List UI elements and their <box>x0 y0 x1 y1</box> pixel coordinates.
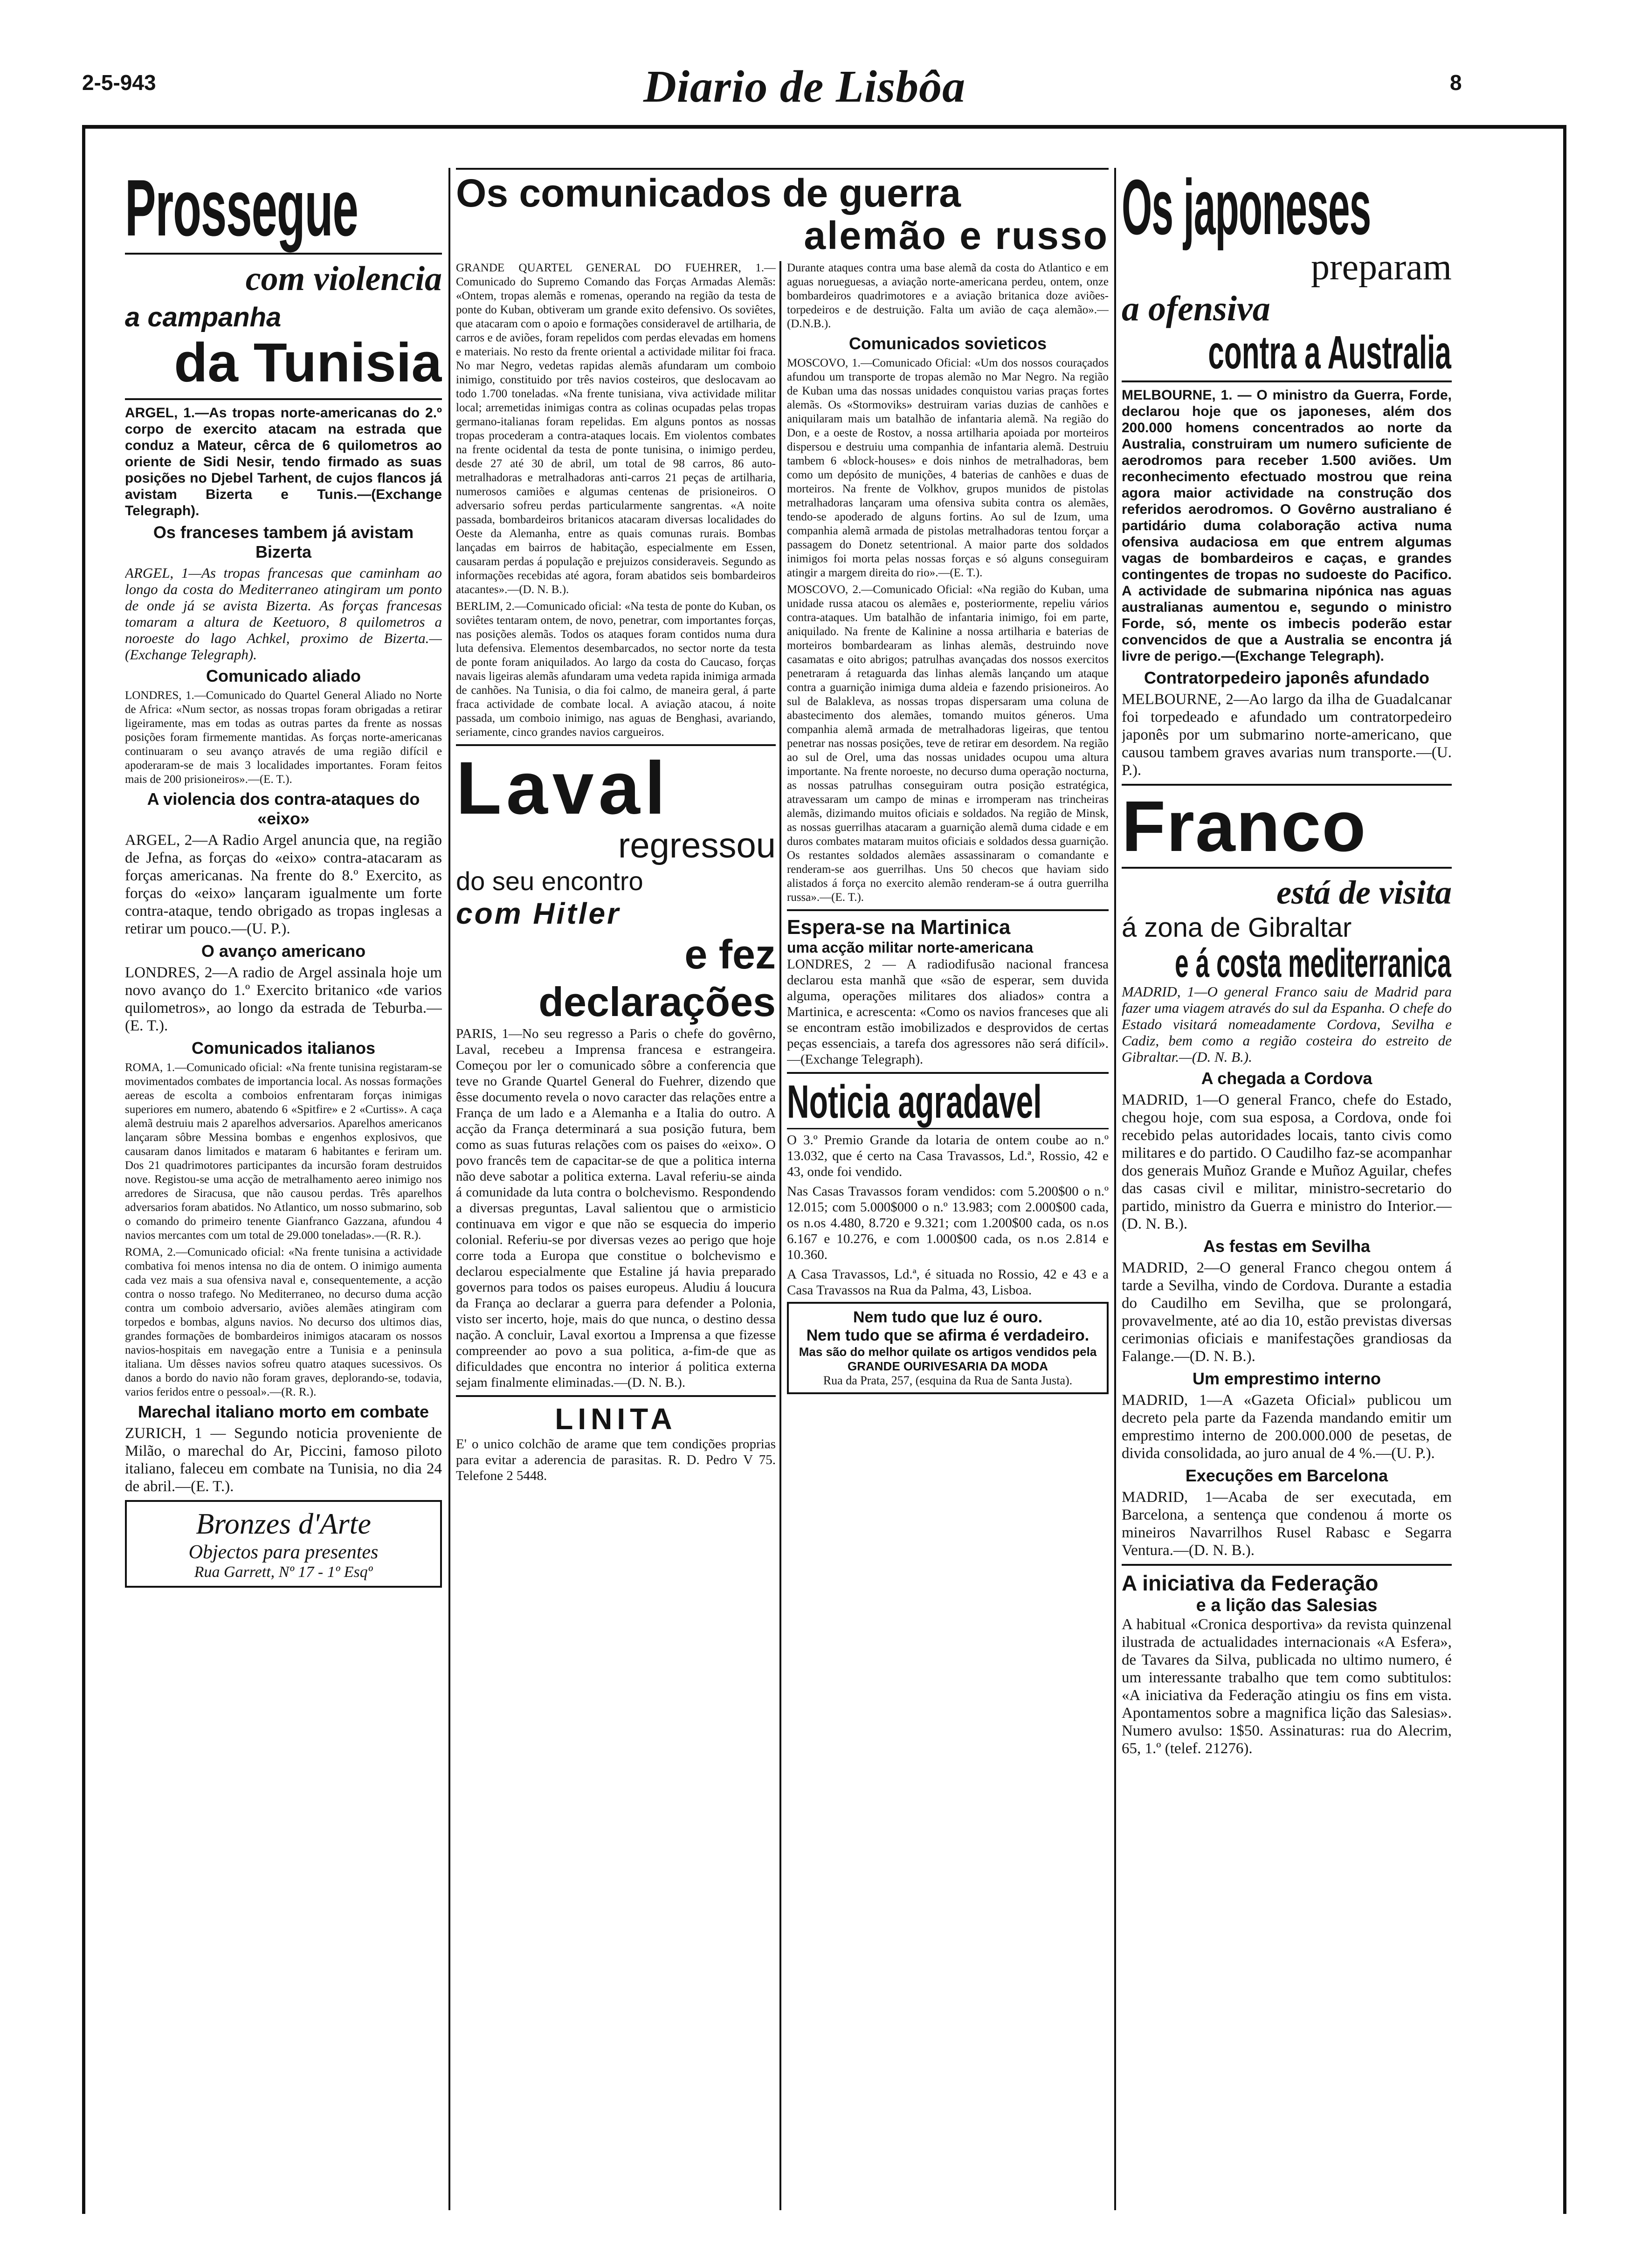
ad-bronzes-address: Rua Garrett, Nº 17 - 1º Esqº <box>194 1563 373 1581</box>
subhead-franceses: Os franceses tambem já avistam Bizerta <box>153 522 414 561</box>
ad-bronzes-title: Bronzes d'Arte <box>196 1507 371 1540</box>
subhead-comunicado-aliado: Comunicado aliado <box>206 666 361 685</box>
paragraph-sevilha: MADRID, 2—O general Franco chegou ontem á tarde a Sevilha, vindo de Cordova. Durante a estadia do Caudilho em Sevilha, que se prolongará, provavelmente, até ao dia 10, estão previstas diversas cerimonias oficiais e manifestações grandiosas da Falange.—(D. N. B.). <box>1122 1259 1452 1365</box>
paragraph-laval: PARIS, 1—No seu regresso a Paris o chefe do govêrno, Laval, recebeu a Imprensa francesa e estrangeira. Começou por ler o comunicado sôbre a conferencia que teve no Grande Quartel General do Fuehrer, dizendo que êsse documento revela o novo caracter das relações entre a França de um lado e a Alemanha e a Italia do outro. A acção da França determinará a sua posição futura, bem como as suas futuras relações com os paises do «eixo». O povo francês tem de capacitar-se de que a politica interna não deve sabotar a politica externa. Laval referiu-se ainda á comunidade da luta contra o bolchevismo. Respondendo a diversas preguntas, Laval salientou que o armisticio continuava em vigor e que não se esquecia do imperio colonial. Referiu-se por diversas vezes ao perigo que hoje corre toda a Europa que constitue o bolchevismo e declarou especialmente que Estaline já havia preparado governos para todos os paises europeus. Aludiu á loucura da França ao declarar a guerra para defender a Polonia, visto ser incerto, hoje, mais do que nunca, o destino dessa nação. A concluir, Laval exortou a Imprensa a que fizesse compreender ao povo a sua politica, a-fim-de que as dificuldades que encontra no interior á politica externa sejam finalmente eliminadas.—(D. N. B.). <box>456 1026 776 1390</box>
paragraph-soviet-2: MOSCOVO, 2.—Comunicado Oficial: «Na região do Kuban, uma unidade russa atacou os alemães e, posteriormente, repeliu vários contra-ataques. Um batalhão de infantaria inimigo, foi em parte, aniquilado. Na frente de Kalinine a nossa artilharia e baterias de morteiros bombardearam as linhas alemãs, destruindo nove casamatas e oito abrigos; patrulhas avançadas dos nossos exercitos penetraram á retaguarda das linhas alemãs lançando um ataque contra a guarnição inimiga duma aldeia e fazendo prisioneiros. Ao sul de Balakleva, as nossas tropas dispersaram uma coluna de abastecimento dos alemães, tomando muitos géneros. Uma companhia alemã armada de metralhadoras ligeiras, que tentou penetrar nas nossas posições, teve de retirar em desordem. Na região ao sul de Orel, uma das nossas unidades ocupou uma altura importante. Na frente noroeste, no decurso duma operação nocturna, as nossas patrulhas conseguiram outra posição estratégica, atravessaram um campo de minas e irromperam nas trincheiras alemãs, dizimando muitos oficiais e soldados. Na região de Minsk, as nossas guerrilhas atacaram a guarnição alemã duma cidade e em duros combates mataram muitos oficiais e soldados dessa guarnição. Os restantes soldados alemães assassinaram o comandante e renderam-se aos guerrilhas. Uns 50 checos que haviam sido alistados á força no exercito alemão renderam-se á outra guerrilha russa».—(E. T.). <box>787 583 1109 904</box>
rule <box>1122 380 1452 382</box>
paragraph-barcelona: MADRID, 1—Acaba de ser executada, em Barcelona, a sentença que condenou á morte os mineiros Navarrilhos Rusel Rabasc e Segarra Ventura.—(D. N. B.). <box>1122 1489 1452 1559</box>
subhead-comunicados-italianos: Comunicados italianos <box>191 1038 376 1058</box>
paragraph-salesias: A habitual «Cronica desportiva» da revista quinzenal ilustrada de actualidades internacionais «A Esfera», de Tavares da Silva, publicada no ultimo numero, é um interessante trabalho que tem como subtitulos: «A iniciativa da Federação atingiu os fins em vista. Apontamentos sobre a magnifica lição das Salesias». Numero avulso: 1$50. Assinaturas: rua do Alecrim, 65, 1.º (telef. 21276). <box>1122 1616 1452 1757</box>
rule <box>787 909 1109 911</box>
lead-paragraph-japan: MELBOURNE, 1. — O ministro da Guerra, Forde, declarou hoje que os japoneses, além dos 200.000 homens concentrados ao norte da Australia, construiram um numero suficiente de aerodromos para receber 1.500 aviões. Um reconhecimento efectuado mostrou que reina agora maior actividade na construção dos referidos aerodromos. O Govêrno australiano é partidário duma colaboração activa numa ofensiva audaciosa em que entrem algumas vagas de bombardeiros e caças, e grandes contingentes de tropas no sudoeste do Pacifico. A actividade de submarina nipónica nas aguas australianas aumentou e, segundo o ministro Forde, só, mente os imbecis poderão estar convencidos de que a Australia se encontra já livre de perigo.—(Exchange Telegraph). <box>1122 387 1452 664</box>
paragraph-german-communique: GRANDE QUARTEL GENERAL DO FUEHRER, 1.—Comunicado do Supremo Comando das Forças Armadas Alemãs: «Ontem, tropas alemãs e romenas, operando na região da testa de ponte do Kuban, obtiveram um grande exito defensivo. Os soviêtes, que atacaram com o apoio e formações consideravel de artilharia, de carros e de aviões, foram repelidos com perdas elevadas em homens e materiais. No resto da frente oriental a actividade militar foi fraca. No mar Negro, vedetas rapidas alemãs afundaram um comboio inimigo, constituido por três navios costeiros, que deslocavam ao todo 1.700 toneladas. «Na frente tunisiana, viva actividade militar local; arremetidas inimigas contra as colinas ocupadas pelas tropas germano-italianas foram repelidas. Em alguns pontos as nossas tropas procederam a contra-ataques locais. Em violentos combates na frente ocidental da testa de ponte tunisina, o inimigo perdeu, desde 27 até 30 de abril, um total de 98 carros, 86 auto-metralhadoras e metralhadoras anti-carros 21 peças de artilharia, numerosos camiões e algumas centenas de prisioneiros. O adversario sofreu perdas particularmente sangrentas. «A noite passada, bombardeiros britanicos atacaram diversas localidades do Oeste da Alemanha, entre as quais comunas rurais. Bombas lançadas em bairros de habitação, especialmente em Essen, causaram perdas á população e prejuizos consideraveis. Segundo as informações recebidas até agora, foram abatidos seis bombardeiros atacantes».—(D. N. B.). <box>456 262 776 596</box>
headline-alemao-russo: alemão e russo <box>804 214 1109 257</box>
ad-ourivesaria-address: Rua da Prata, 257, (esquina da Rua de Santa Justa). <box>823 1374 1073 1387</box>
paragraph-lotaria: O 3.º Premio Grande da lotaria de ontem coube ao n.º 13.032, que é certo na Casa Travassos, Ld.ª, Rossio, 42 e 43, onde foi vendido. <box>787 1133 1109 1179</box>
paragraph-italiano-2: ROMA, 2.—Comunicado oficial: «Na frente tunisina a actividade combativa foi menos intensa no dia de ontem. O inimigo aumenta cada vez mais a sua ofensiva naval e, consequentemente, a acção contra o nosso trafego. No Mediterraneo, no decurso duma acção contra um comboio adversario, aviões alemães atingiram com torpedos e bombas, alguns navios. No decurso dos ultimos dias, grandes formações de bombardeiros inimigos atacaram os nossos navios-hospitais em navegação entre a Tunisia e a peninsula italiana. Um dêsses navios sofreu quatro ataques sucessivos. Os danos a bordo do navio não foram graves, deplorando-se, todavia, varios feridos entre o pessoal».—(R. R.). <box>125 1245 442 1398</box>
page-number: 8 <box>1450 70 1462 95</box>
headline-comunicados: Os comunicados de guerra <box>456 168 1109 216</box>
rule <box>1122 784 1452 786</box>
headline-esta-de-visita: está de visita <box>1276 874 1452 911</box>
paragraph-martinica: LONDRES, 2 — A radiodifusão nacional francesa declarou esta manhã que «são de esperar, sem duvida alguma, operações militares dos aliados» contra a Martinica, e acrescenta: «Como os navios franceses que ali se encontram estão imobilizados e desprovidos de certas peças essenciais, a tarefa dos agressores não será difícil».—(Exchange Telegraph). <box>787 957 1109 1067</box>
column-japan-franco <box>1122 168 1452 2210</box>
paragraph-contra-ataques: ARGEL, 2—A Radio Argel anuncia que, na região de Jefna, as forças do «eixo» contra-atacaram as forças americanas. Na frente do 8.º Exercito, as forças do «eixo» lançaram igualmente um forte contra-ataque, tendo obrigado as tropas inglesas a retirar um pouco.—(U. P.). <box>125 831 442 937</box>
paragraph-italiano-1: ROMA, 1.—Comunicado oficial: «Na frente tunisina registaram-se movimentados combates de importancia local. As nossas formações aereas de escolta a comboios enfrentaram forças inimigas superiores em numero, abatendo 6 «Spitfire» e 2 «Curtiss». A caça alemã destruiu mais 2 aparelhos adversarios. Aparelhos americanos lançaram sôbre Messina bombas e engenhos explosivos, que causaram danos limitados e mataram 6 habitantes e feriram um. Dos 21 quadrimotores participantes da incursão foram destruidos nove. Registou-se uma acção de metralhamento aereo inimigo nos arredores de Siracusa, que não causou perdas. Três aparelhos adversarios foram abatidos. No Atlantico, um nosso submarino, sob o comando do primeiro tenente Gianfranco Gazzana, afundou 4 navios mercantes com um total de 29.000 toneladas».—(R. R.). <box>125 1061 442 1242</box>
paragraph-casas-travassos: Nas Casas Travassos foram vendidos: com 5.200$00 o n.º 12.015; com 5.000$000 o n.º 13.983; com 2.000$00 cada, os n.os 4.480, 8.720 e 9.321; com 1.200$00 cada, os n.os 6.167 e 10.276, e com 1.000$00 cada, os n.os 2.814 e 10.360. <box>787 1184 1109 1262</box>
lead-paragraph: ARGEL, 1.—As tropas norte-americanas do 2.º corpo de exercito atacam na estrada que conduz a Mateur, cêrca de 6 quilometros ao oriente de Sidi Nesir, tendo firmado as suas posições no Djebel Tarhent, de cujos flancos já avistam Bizerta e Tunis.—(Exchange Telegraph). <box>125 405 442 519</box>
headline-costa-mediterranica: e á costa mediterranica <box>1175 941 1451 986</box>
column-german <box>456 261 776 2210</box>
ad-ourivesaria-line1: Nem tudo que luz é ouro. <box>853 1308 1043 1326</box>
headline-da-tunisia: da Tunisia <box>174 332 442 394</box>
headline-do-seu-encontro: do seu encontro <box>456 866 643 896</box>
rule <box>787 1072 1109 1074</box>
paragraph-avanco-americano: LONDRES, 2—A radio de Argel assinala hoje um novo avanço do 1.º Exercito britanico «de varios quilometros», ao longo da estrada de Teburba.—(E. T.). <box>125 964 442 1034</box>
ad-ourivesaria-line3: Mas são do melhor quilate os artigos vendidos pela GRANDE OURIVESARIA DA MODA <box>799 1345 1097 1373</box>
column-tunisia <box>125 168 442 2210</box>
column-rule-2 <box>779 261 781 2210</box>
rule <box>125 253 442 255</box>
headline-noticia-agradavel: Noticia agradavel <box>787 1076 1042 1128</box>
headline-a-campanha: a campanha <box>125 302 282 332</box>
paragraph-berlin: BERLIM, 2.—Comunicado oficial: «Na testa de ponte do Kuban, os soviêtes tentaram ontem, de novo, penetrar, com importantes forças, nas posições alemãs. Todos os ataques foram contidos numa dura luta defensiva. Elementos desembarcados, no sector norte da testa de ponte foram aniquilados. Ao largo da costa do Caucaso, forças navais ligeiras alemãs afundaram uma vedeta rapida inimiga armada de canhões. Na Tunisia, o dia foi calmo, de maneira geral, á parte fraca actividade de combate local. A aviação atacou, á noite passada, um comboio inimigo, nas aguas de Benghasi, avariando, seriamente, cinco grandes navios cargueiros. <box>456 600 776 739</box>
subhead-avanco-americano: O avanço americano <box>201 941 366 961</box>
rule <box>1122 867 1452 869</box>
headline-com-hitler: com Hitler <box>456 897 621 930</box>
paragraph-cordova: MADRID, 1—O general Franco, chefe do Estado, chegou hoje, com sua esposa, a Cordova, onde foi recebido pelas autoridades locais, tanto civis como militares e do partido. O Caudilho faz-se acompanhar dos generais Muñoz Grande e Muñoz Aguilar, chefes das casas civil e militar, ministro-secretario do partido, ministro da Guerra e ministro do Interior.—(D. N. B.). <box>1122 1092 1452 1232</box>
paragraph-comunicado-aliado: LONDRES, 1.—Comunicado do Quartel General Aliado no Norte de Africa: «Num sector, as nossas tropas foram obrigadas a retirar ligeiramente, mas em todas as outras partes da frente as nossas posições foram firmemente mantidas. As forças norte-americanas continuaram o seu avanço através de uma região difícil e apoderaram-se de mais 3 localidades importantes. Foram feitos mais de 200 prisioneiros».—(E. T.). <box>125 689 442 786</box>
ad-bronzes-line2: Objectos para presentes <box>188 1541 379 1563</box>
headline-contra-australia: contra a Australia <box>1208 326 1451 379</box>
headline-zona-gibraltar: á zona de Gibraltar <box>1122 913 1352 943</box>
lead-paragraph-franco: MADRID, 1—O general Franco saiu de Madrid para fazer uma viagem através do sul da Espanha. O chefe do Estado visitará nomeadamente Cordova, Sevilha e Cadiz, bem como a região costeira do estreito de Gibraltar.—(D. N. B.). <box>1122 983 1452 1065</box>
headline-com-violencia: com violencia <box>245 260 442 298</box>
ad-linita-text: E' o unico colchão de arame que tem condições proprias para evitar a aderencia de parasitas. R. D. Pedro V 75. Telefone 2 5448. <box>456 1437 776 1483</box>
headline-martinica: Espera-se na Martinica <box>787 916 1011 939</box>
headline-a-ofensiva: a ofensiva <box>1122 289 1270 328</box>
issue-date: 2-5-943 <box>82 70 156 95</box>
rule <box>125 398 442 400</box>
ad-bronzes <box>125 1500 442 1588</box>
paragraph-emprestimo: MADRID, 1—A «Gazeta Oficial» publicou um decreto pela parte da Fazenda mandando emitir um emprestimo interno de 200.000.000 de pesetas, de divida consolidada, ao juro anual de 4 %.—(U. P.). <box>1122 1392 1452 1462</box>
column-rule-1 <box>448 168 450 2210</box>
ad-ourivesaria-line2: Nem tudo que se afirma é verdadeiro. <box>806 1327 1089 1344</box>
column-rule-3 <box>1114 168 1116 2210</box>
rule <box>1122 1564 1452 1566</box>
paragraph-german-aviation: Durante ataques contra uma base alemã da costa do Atlantico e em aguas norueguesas, a aviação norte-americana perdeu, ontem, onze bombardeiros quadrimotores e a aviação britanica doze aviões-torpedeiros e de destruição. Falta um avião de caça alemão».—(D.N.B.). <box>787 262 1109 330</box>
headline-franco: Franco <box>1122 786 1367 866</box>
subhead-emprestimo: Um emprestimo interno <box>1192 1369 1381 1388</box>
subhead-salesias: e a lição das Salesias <box>1196 1596 1378 1615</box>
rule <box>787 1128 1109 1129</box>
subhead-barcelona: Execuções em Barcelona <box>1185 1466 1388 1485</box>
headline-laval: Laval <box>456 746 670 830</box>
headline-prossegue: Prossegue <box>125 168 358 253</box>
headline-federacao: A iniciativa da Federação <box>1122 1571 1379 1595</box>
subhead-comunicados-sovieticos: Comunicados sovieticos <box>848 334 1047 353</box>
subhead-contra-ataques: A violencia dos contra-ataques do «eixo» <box>147 789 420 828</box>
paragraph-soviet-1: MOSCOVO, 1.—Comunicado Oficial: «Um dos nossos couraçados afundou um transporte de tropas alemão no Mar Negro. Na região de Kuban uma das nossas unidades conquistou varias praças fortes alemãs. Os «Stormoviks» destruiram varias duzias de canhões e aniquilaram mais um batalhão de infantaria alemã. Na região do Don, e a oeste de Rostov, a nossa artilharia apoiada por morteiros dispersou e destruiu uma companhia de infantaria alemã. Destruiu tambem 6 «block-houses» e dois ninhos de metralhadoras, bem como um depósito de munições, 4 baterias de canhões e duas de morteiros. Na frente de Volkhov, grupos munidos de pistolas metralhadoras lançaram uma ofensiva subita contra os alemães, tendo-se apoderado de alguns fortins. Ao sul de Izum, uma companhia alemã armada de pistolas metralhadoras tentou forçar a passagem do Donetz setentrional. A maior parte dos soldados inimigos foi morta pelas nossas forças e só alguns conseguiram atingir a margem direita do rio».—(E. T.). <box>787 357 1109 579</box>
paragraph-casa-travassos-morada: A Casa Travassos, Ld.ª, é situada no Rossio, 42 e 43 e a Casa Travassos na Rua da Palma, 43, Lisboa. <box>787 1267 1109 1298</box>
paragraph-marechal: ZURICH, 1 — Segundo noticia proveniente de Milão, o marechal do Ar, Piccini, famoso piloto italiano, faleceu em combate na Tunisia, no dia 24 de abril.—(E. T.). <box>125 1424 442 1495</box>
paragraph-franceses: ARGEL, 1—As tropas francesas que caminham ao longo da costa do Mediterraneo atingiram um ponto de onde já se avista Bizerta. As forças francesas tomaram a altura de Keetuoro, 8 quilometros a noroeste do lago Achkel, proximo de Bizerta.—(Exchange Telegraph). <box>125 564 442 663</box>
headline-regressou: regressou <box>618 826 776 865</box>
ad-linita-title: LINITA <box>555 1402 677 1436</box>
headline-fez-declaracoes: e fez declarações <box>538 931 776 1025</box>
subhead-contratorpedeiro: Contratorpedeiro japonês afundado <box>1144 668 1430 687</box>
headline-os-japoneses: Os japoneses <box>1122 168 1371 251</box>
ad-ourivesaria <box>787 1302 1109 1394</box>
column-soviet <box>787 261 1109 2210</box>
headline-comunicados-block <box>456 168 1109 261</box>
headline-preparam: preparam <box>1310 247 1452 288</box>
subhead-sevilha: As festas em Sevilha <box>1203 1237 1371 1256</box>
subhead-martinica: uma acção militar norte-americana <box>787 939 1034 956</box>
subhead-marechal: Marechal italiano morto em combate <box>138 1402 429 1421</box>
rule <box>456 1395 776 1397</box>
newspaper-title: Diario de Lisbôa <box>643 62 966 112</box>
paragraph-contratorpedeiro: MELBOURNE, 2—Ao largo da ilha de Guadalcanar foi torpedeado e afundado um contratorpedeiro japonês por um submarino norte-americano, que causou tambem graves avarias num transporte.—(U. P.). <box>1122 691 1452 779</box>
subhead-cordova: A chegada a Cordova <box>1201 1069 1372 1088</box>
